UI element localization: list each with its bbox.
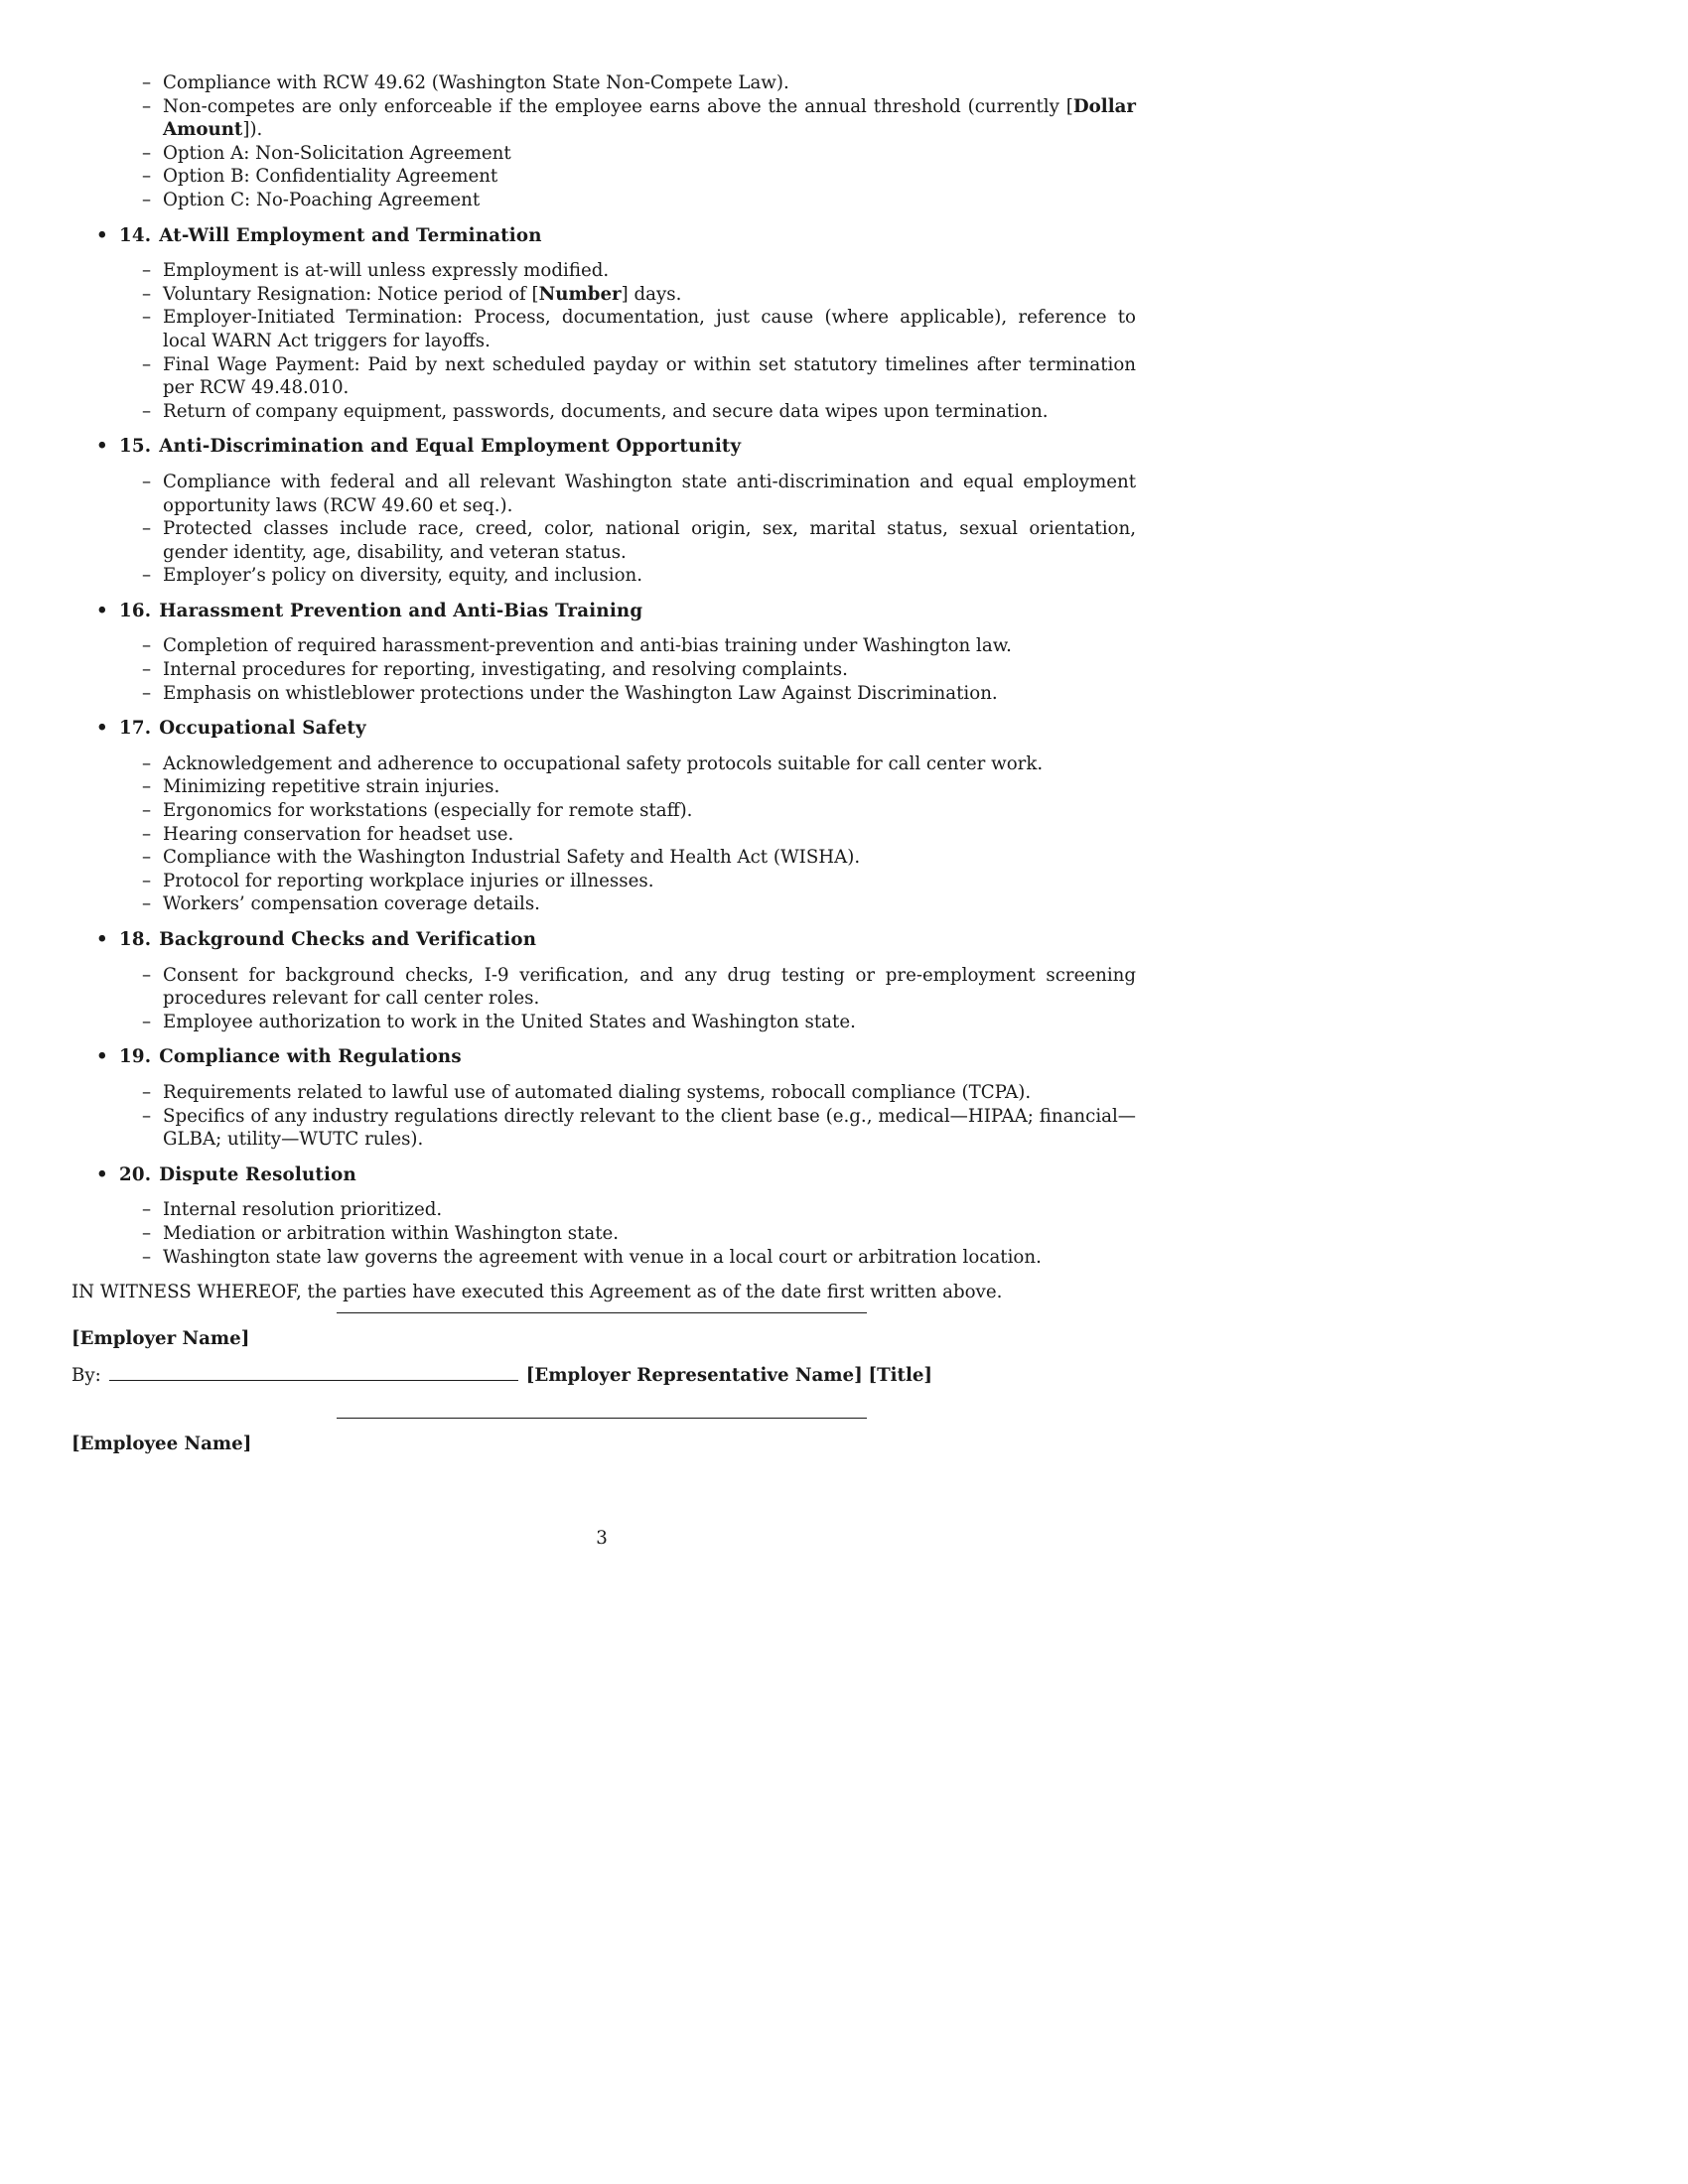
by-row <box>71 1364 932 1386</box>
section-number: 16. <box>119 600 152 621</box>
list-item <box>163 95 1136 142</box>
list-item: – Final Wage Payment: Paid by next scheduled payday or within set statutory timelines after termination per RCW 49.48.010. <box>163 353 1136 400</box>
section-items <box>71 752 1136 916</box>
list-item: – Consent for background checks, I-9 verification, and any drug testing or pre-employment screening procedures relevant for call center roles. <box>163 964 1136 1011</box>
placeholder-field: Dollar Amount <box>163 95 1136 141</box>
item-text: Non-competes are only enforceable if the employee earns above the annual threshold (currently [ <box>163 95 1073 117</box>
bullet-icon: • <box>96 224 108 246</box>
list-item: – Protected classes include race, creed, color, national origin, sex, marital status, sexual orientation, gender identity, age, disability, and veteran status. <box>163 517 1136 564</box>
section-17 <box>71 717 1136 916</box>
section-title: Compliance with Regulations <box>159 1046 462 1068</box>
section-heading <box>71 435 1136 459</box>
section-heading <box>71 928 1136 952</box>
list-item: – Emphasis on whistleblower protections under the Washington Law Against Discrimination. <box>163 682 1136 706</box>
list-item: – Mediation or arbitration within Washington state. <box>163 1222 1136 1246</box>
list-item: – Employer’s policy on diversity, equity, and inclusion. <box>163 564 1136 588</box>
section-items <box>71 259 1136 423</box>
section-number: 15. <box>119 436 152 458</box>
section-title: Background Checks and Verification <box>159 929 537 950</box>
list-item: – Option C: No-Poaching Agreement <box>163 189 1136 212</box>
intro-list <box>71 71 1136 212</box>
section-18 <box>71 928 1136 1033</box>
section-heading <box>71 1045 1136 1069</box>
sections-container <box>71 224 1136 1270</box>
list-item: – Option A: Non-Solicitation Agreement <box>163 142 1136 166</box>
list-item: – Employee authorization to work in the United States and Washington state. <box>163 1011 1136 1034</box>
list-item: – Completion of required harassment-prevention and anti-bias training under Washington law. <box>163 634 1136 658</box>
list-item: – Employment is at-will unless expressly modified. <box>163 259 1136 283</box>
section-14 <box>71 224 1136 424</box>
section-number: 17. <box>119 718 152 740</box>
section-19 <box>71 1045 1136 1151</box>
bullet-icon: • <box>96 718 108 740</box>
employee-signature-line <box>337 1418 867 1419</box>
section-heading <box>71 224 1136 248</box>
section-title: Harassment Prevention and Anti-Bias Training <box>159 600 643 621</box>
bullet-icon: • <box>96 600 108 621</box>
list-item: – Compliance with RCW 49.62 (Washington State Non-Compete Law). <box>163 71 1136 95</box>
section-number: 19. <box>119 1046 152 1068</box>
list-item: – Workers’ compensation coverage details. <box>163 892 1136 916</box>
section-heading <box>71 1163 1136 1187</box>
section-title: At-Will Employment and Termination <box>159 224 542 246</box>
list-item: – Employer-Initiated Termination: Process, documentation, just cause (where applicable), reference to local WARN Act triggers for layoffs. <box>163 306 1136 352</box>
list-item: – Requirements related to lawful use of automated dialing systems, robocall compliance (TCPA). <box>163 1081 1136 1105</box>
section-20 <box>71 1163 1136 1269</box>
list-item: – Minimizing repetitive strain injuries. <box>163 775 1136 799</box>
section-number: 18. <box>119 929 152 950</box>
employer-representative-name: [Employer Representative Name] <box>525 1365 863 1386</box>
section-items <box>71 964 1136 1034</box>
section-number: 14. <box>119 224 152 246</box>
bullet-icon: • <box>96 929 108 950</box>
document-body <box>71 71 1136 1304</box>
list-item <box>163 283 1136 307</box>
section-heading <box>71 717 1136 741</box>
list-item: – Internal procedures for reporting, investigating, and resolving complaints. <box>163 658 1136 682</box>
page-number: 3 <box>596 1528 608 1549</box>
item-text: ]). <box>242 119 263 141</box>
section-items <box>71 634 1136 705</box>
witness-statement: IN WITNESS WHEREOF, the parties have executed this Agreement as of the date first written above. <box>71 1282 1003 1303</box>
list-item: – Internal resolution prioritized. <box>163 1198 1136 1222</box>
section-number: 20. <box>119 1163 152 1185</box>
employer-signature-line <box>337 1312 867 1313</box>
bullet-icon: • <box>96 1163 108 1185</box>
list-item: – Washington state law governs the agreement with venue in a local court or arbitration location. <box>163 1246 1136 1270</box>
list-item: – Acknowledgement and adherence to occupational safety protocols suitable for call center work. <box>163 752 1136 776</box>
list-item: – Ergonomics for workstations (especially for remote staff). <box>163 799 1136 823</box>
section-15 <box>71 435 1136 588</box>
employee-name: [Employee Name] <box>71 1433 252 1454</box>
list-item: – Compliance with federal and all relevant Washington state anti-discrimination and equal employment opportunity laws (RCW 49.60 et seq.). <box>163 471 1136 517</box>
by-label: By: <box>71 1365 101 1386</box>
section-title: Dispute Resolution <box>159 1163 356 1185</box>
section-items <box>71 1198 1136 1269</box>
section-title: Anti-Discrimination and Equal Employment Opportunity <box>159 436 742 458</box>
section-title: Occupational Safety <box>159 718 366 740</box>
section-items <box>71 471 1136 588</box>
list-item: – Compliance with the Washington Industrial Safety and Health Act (WISHA). <box>163 846 1136 870</box>
list-item: – Specifics of any industry regulations directly relevant to the client base (e.g., medical—HIPAA; financial—GLBA; utility—WUTC rules). <box>163 1105 1136 1152</box>
list-item: – Hearing conservation for headset use. <box>163 823 1136 847</box>
bullet-icon: • <box>96 1046 108 1068</box>
placeholder-field: Number <box>538 283 622 305</box>
section-items <box>71 1081 1136 1152</box>
item-text: ] days. <box>621 283 682 305</box>
list-item: – Protocol for reporting workplace injuries or illnesses. <box>163 870 1136 893</box>
list-item: – Return of company equipment, passwords, documents, and secure data wipes upon termination. <box>163 400 1136 424</box>
section-heading <box>71 600 1136 623</box>
representative-title: [Title] <box>868 1365 933 1386</box>
item-text: Voluntary Resignation: Notice period of [ <box>163 283 539 305</box>
bullet-icon: • <box>96 436 108 458</box>
list-item: – Option B: Confidentiality Agreement <box>163 165 1136 189</box>
by-signature-line <box>109 1364 518 1381</box>
employer-name: [Employer Name] <box>71 1328 250 1349</box>
section-16 <box>71 600 1136 705</box>
